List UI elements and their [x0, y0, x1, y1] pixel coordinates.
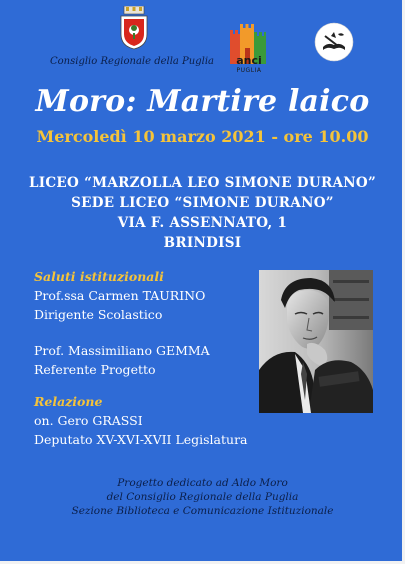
- venue-line-city: BRINDISI: [163, 235, 242, 251]
- venue-block: [0, 173, 405, 253]
- biblioteca-logo-icon: [314, 22, 354, 62]
- venue-line-school: LICEO “MARZOLLA LEO SIMONE DURANO”: [28, 175, 377, 191]
- program-list: [34, 268, 254, 449]
- speaker-role: Deputato XV-XVI-XVII Legislatura: [34, 432, 248, 447]
- saluti-heading: Saluti istituzionali: [34, 269, 164, 284]
- anci-sub-label: PUGLIA: [236, 67, 262, 74]
- venue-line-site: SEDE LICEO “SIMONE DURANO”: [71, 195, 334, 211]
- region-name: Consiglio Regionale della Puglia: [50, 56, 214, 67]
- footer-line: Progetto dedicato ad Aldo Moro: [117, 477, 288, 489]
- anci-label: anci: [236, 54, 262, 67]
- footer-credits: [0, 476, 405, 518]
- regione-puglia-crest-icon: [118, 6, 150, 50]
- venue-line-address: VIA F. ASSENNATO, 1: [117, 215, 288, 231]
- footer-line: Sezione Biblioteca e Comunicazione Istituzionale: [71, 505, 334, 517]
- event-date: Mercoledì 10 marzo 2021 - ore 10.00: [36, 127, 369, 146]
- relazione-heading: Relazione: [34, 394, 103, 409]
- aldo-moro-portrait-photo: [259, 270, 373, 413]
- speaker-role: Dirigente Scolastico: [34, 307, 163, 322]
- footer-line: del Consiglio Regionale della Puglia: [106, 491, 299, 503]
- event-title: Moro: Martire laico: [35, 84, 370, 119]
- speaker-role: Referente Progetto: [34, 362, 156, 377]
- speaker-name: Prof.ssa Carmen TAURINO: [34, 288, 206, 303]
- speaker-name: on. Gero GRASSI: [34, 413, 143, 428]
- speaker-name: Prof. Massimiliano GEMMA: [34, 343, 210, 358]
